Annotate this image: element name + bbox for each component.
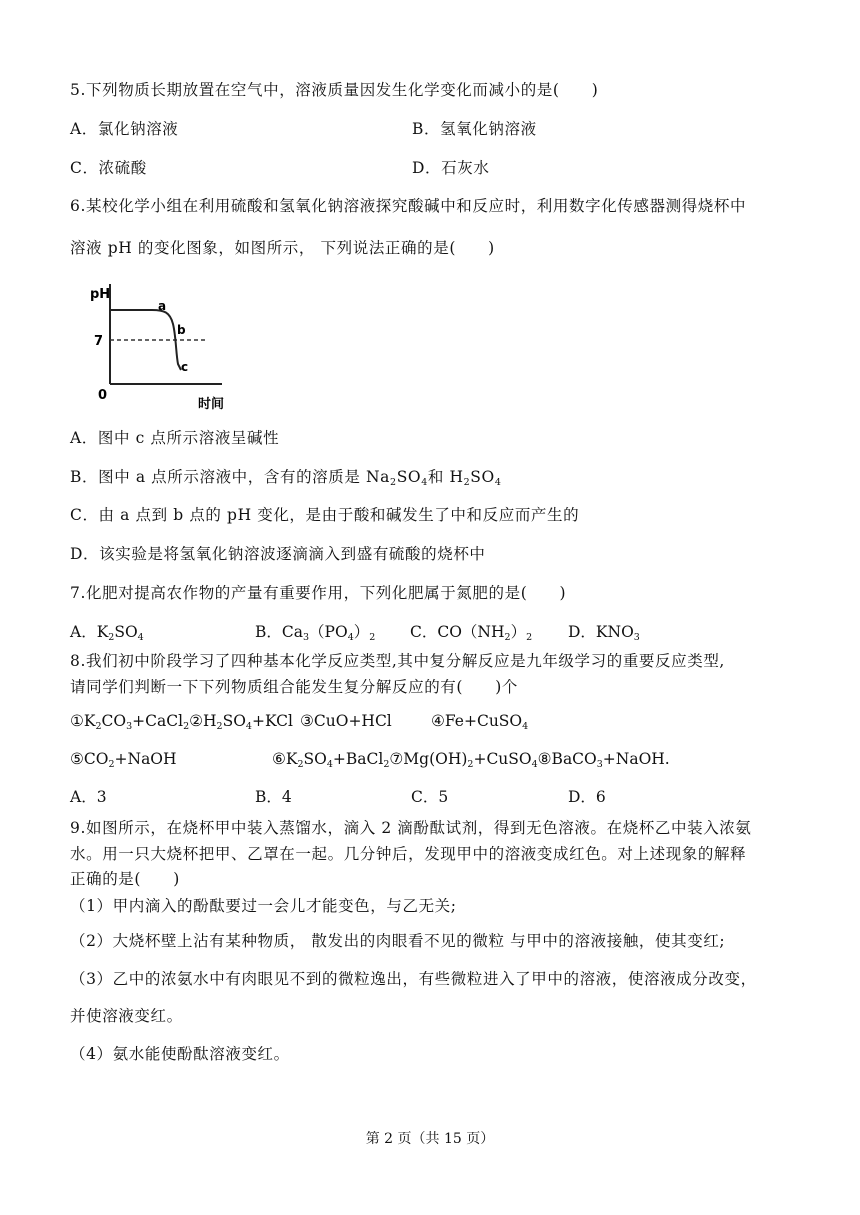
q5-option-c: C．浓硫酸 xyxy=(70,159,147,177)
q5-option-d: D．石灰水 xyxy=(412,159,490,177)
q9-stem-line3: 正确的是( ) xyxy=(70,870,180,888)
q6-option-a: A．图中 c 点所示溶液呈碱性 xyxy=(70,429,280,447)
q7-option-d: D．$KNO_3$ xyxy=(568,623,640,643)
q8-option-a: A．3 xyxy=(70,788,107,806)
q9-stem-line2: 水。用一只大烧杯把甲、乙罩在一起。几分钟后，发现甲中的溶液变成红色。对上述现象的解释 xyxy=(70,845,747,863)
q8-option-b: B．4 xyxy=(255,788,292,806)
point-c-label: c xyxy=(181,360,189,374)
q7-option-a: A．$K_2SO_4$ xyxy=(70,623,144,643)
point-b-label: b xyxy=(177,323,186,337)
y-axis-label: pH xyxy=(90,287,111,302)
q8-option-c: C．5 xyxy=(411,788,449,806)
q8-stem-line2: 请同学们判断一下下列物质组合能发生复分解反应的有( )个 xyxy=(70,678,518,696)
q5-option-a: A．氯化钠溶液 xyxy=(70,120,179,138)
q9-statement-1: （1）甲内滴入的酚酞要过一会儿才能变色，与乙无关; xyxy=(70,897,457,915)
q8-reaction-5: $⑤CO_2+NaOH$ xyxy=(70,750,177,770)
q6-option-d: D．该实验是将氢氧化钠溶波逐滴滴入到盛有硫酸的烧杯中 xyxy=(70,545,486,563)
ph-graph xyxy=(84,262,244,414)
x-axis-label: 时间 xyxy=(198,397,225,412)
q8-option-d: D．6 xyxy=(568,788,606,806)
q5-stem: 5.下列物质长期放置在空气中，溶液质量因发生化学变化而减小的是( ) xyxy=(70,81,599,99)
q7-option-c: C．$CO(NH_2)_2$ xyxy=(410,623,533,643)
origin-label: 0 xyxy=(98,388,108,403)
q8-reaction-3: ③CuO+HCl xyxy=(300,712,392,730)
q9-statement-3a: （3）乙中的浓氨水中有肉眼见不到的微粒逸出，有些微粒进入了甲中的溶液，使溶液成分改变， xyxy=(70,970,757,988)
q6-option-b: B．图中 a 点所示溶液中，含有的溶质是 $Na_2SO_4$和 $H_2SO_4$ xyxy=(70,468,502,488)
point-a-label: a xyxy=(158,299,167,313)
tick-7-label: 7 xyxy=(94,334,104,349)
q9-statement-2: （2）大烧杯壁上沾有某种物质， 散发出的肉眼看不见的微粒 与甲中的溶液接触，使其变红; xyxy=(70,932,726,950)
q6-stem-line2: 溶液 pH 的变化图象，如图所示， 下列说法正确的是( ) xyxy=(70,239,495,257)
q7-option-b: B．$Ca_3(PO_4)_2$ xyxy=(255,623,376,643)
q9-statement-4: （4）氨水能使酚酞溶液变红。 xyxy=(70,1045,290,1063)
q8-stem-line1: 8.我们初中阶段学习了四种基本化学反应类型,其中复分解反应是九年级学习的重要反应类型, xyxy=(70,652,725,670)
q9-statement-3b: 并使溶液变红。 xyxy=(70,1007,183,1025)
q9-stem-line1: 9.如图所示，在烧杯甲中装入蒸馏水，滴入 2 滴酚酞试剂，得到无色溶液。在烧杯乙中装入浓氨 xyxy=(70,819,752,837)
q8-reaction-4: ④Fe+CuSO$_4$ xyxy=(431,712,529,732)
ph-graph-background xyxy=(84,262,244,414)
q8-reaction-6-7-8: $⑥K_2SO_4+BaCl_2⑦Mg(OH)_2+CuSO_4⑧BaCO_3+NaOH$. xyxy=(272,750,670,770)
q5-option-b: B．氢氧化钠溶液 xyxy=(412,120,537,138)
q7-stem: 7.化肥对提高农作物的产量有重要作用，下列化肥属于氮肥的是( ) xyxy=(70,584,567,602)
q6-stem-line1: 6.某校化学小组在利用硫酸和氢氧化钠溶液探究酸碱中和反应时，利用数字化传感器测得烧杯中 xyxy=(70,197,747,215)
q8-reaction-1-2: $①K_2CO_3+CaCl_2②H_2SO_4+KCl$ xyxy=(70,712,293,732)
q6-option-c: C．由 a 点到 b 点的 pH 变化，是由于酸和碱发生了中和反应而产生的 xyxy=(70,506,580,524)
page-footer: 第 2 页（共 15 页） xyxy=(365,1131,495,1147)
